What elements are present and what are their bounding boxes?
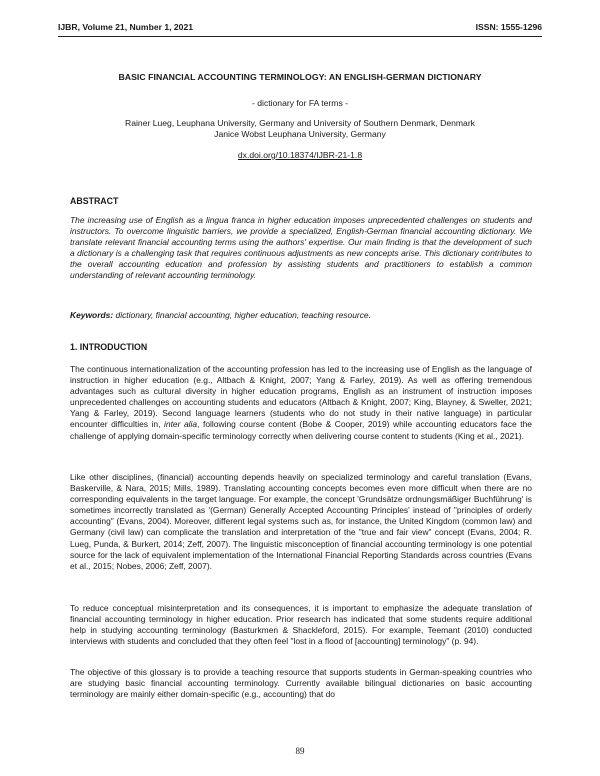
intro-paragraph-4: The objective of this glossary is to provide a teaching resource that supports students in German-speaking countries who are studying basic financial accounting terminology. Currently available bilingual dictionaries on basic accounting terminology are mainly either domain-specific (e.g., accounting) that do xyxy=(70,667,532,700)
running-header xyxy=(58,22,542,36)
paper-subtitle: - dictionary for FA terms - xyxy=(252,98,348,108)
intro-paragraph-2: Like other disciplines, (financial) accounting depends heavily on specialized terminology and careful translation (Evans, Baskerville, & Nara, 2015; Mills, 1989). Translating accounting concepts becomes even more difficult when there are no corresponding equivalents in the target language. For example, the concept 'Grundsätze ordnungsmäßiger Buchführung' is sometimes incorrectly translated as '(German) Generally Accepted Accounting Principles' instead of "principles of orderly accounting" (Evans, 2004). Moreover, different legal systems such as, for instance, the United Kingdom (common law) and Germany (civil law) can complicate the translation and interpretation of the "true and fair view" concept (Evans, 2004; R. Lueg, Punda, & Burkert, 2014; Zeff, 2007). The linguistic misconception of financial accounting terminology is one potential source for the lack of equivalent implementation of the International Financial Reporting Standards across countries (Evans et al., 2015; Nobes, 2006; Zeff, 2007). xyxy=(70,472,532,571)
author-line-1: Rainer Lueg, Leuphana University, Germany and University of Southern Denmark, Denmark xyxy=(125,118,475,128)
page-number: 89 xyxy=(295,746,305,756)
paper-title: BASIC FINANCIAL ACCOUNTING TERMINOLOGY: AN ENGLISH-GERMAN DICTIONARY xyxy=(118,72,482,82)
intro-paragraph-1 xyxy=(70,364,532,442)
authors xyxy=(58,118,542,140)
keywords-text: dictionary, financial accounting, higher education, teaching resource. xyxy=(115,310,371,320)
author-line-2: Janice Wobst Leuphana University, Germany xyxy=(214,129,386,139)
keywords xyxy=(70,310,532,321)
journal-info: IJBR, Volume 21, Number 1, 2021 xyxy=(58,22,194,32)
intro-p1-part-a: The continuous internationalization of the accounting profession has led to the increasing use of English as the language of instruction in higher education (e.g., Altbach & Knight, 2007; Yang & Farley, 2019). As well as offering tremendous advantages such as cultural diversity in higher education programs, English as an instrument of instruction imposes unprecedented challenges on accounting students and educators (Altbach & Knight, 2007; King, Blayney, & Sweller, 2021; Yang & Farley, 2019). Second language learners (students who do not study in their native language) in particular encounter difficulties in, xyxy=(70,364,532,430)
intro-paragraph-3: To reduce conceptual misinterpretation and its consequences, it is important to emphasize the adequate translation of financial accounting terminology in higher education. Prior research has indicated that some students require additional help in studying accounting terminology (Basturkmen & Shackleford, 2015). For example, Teemant (2010) conducted interviews with students and concluded that they often feel "lost in a flood of [accounting] terminology" (p. 94). xyxy=(70,603,532,647)
intro-p1-italic: inter alia xyxy=(164,419,198,430)
abstract-heading: ABSTRACT xyxy=(70,196,119,206)
introduction-heading: 1. INTRODUCTION xyxy=(70,342,148,352)
doi-link[interactable]: dx.doi.org/10.18374/IJBR-21-1.8 xyxy=(237,150,363,160)
header-rule xyxy=(58,36,542,37)
issn: ISSN: 1555-1296 xyxy=(475,22,542,32)
keywords-label: Keywords: xyxy=(70,310,114,320)
abstract-text: The increasing use of English as a lingua franca in higher education imposes unprecedented challenges on students and instructors. To overcome linguistic barriers, we provide a specialized, English-German financial accounting dictionary. We translate relevant financial accounting terms using the authors' expertise. Our main finding is that the development of such a dictionary is a challenging task that requires continuous adjustments as new concepts arise. This dictionary contributes to the overall accounting education and profession by assisting students and practitioners to establish a common understanding of relevant accounting terminology. xyxy=(70,215,532,281)
intro-p1-part-b: , following course content (Bobe & Cooper, 2019) while accounting educators face the challenge of applying domain-specific terminology correctly when delivering course content to students (King et al., 2021). xyxy=(70,419,532,441)
